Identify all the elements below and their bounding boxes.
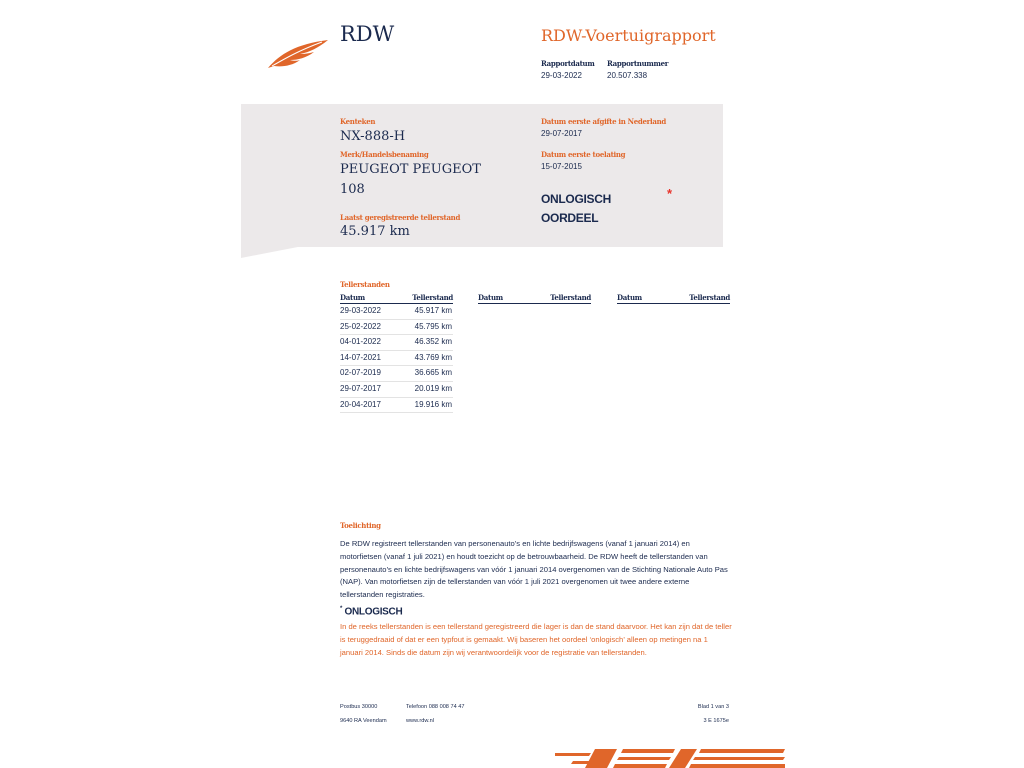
- row-date: 20-04-2017: [340, 399, 381, 409]
- row-km: 43.769 km: [414, 352, 452, 362]
- reading-header: Tellerstand: [550, 293, 591, 302]
- table-row: [340, 304, 453, 320]
- org-name: RDW: [340, 22, 395, 46]
- readings-column-2: [478, 293, 591, 304]
- row-date: 29-07-2017: [340, 383, 381, 393]
- readings-column-header: [340, 293, 453, 304]
- report-date: 29-03-2022: [541, 71, 582, 80]
- table-row: [340, 351, 453, 367]
- report-number: 20.507.338: [607, 71, 648, 80]
- first-nl-date: 29-07-2017: [541, 129, 582, 138]
- brand-line1: PEUGEOT PEUGEOT: [340, 162, 481, 177]
- date-header: Datum: [478, 293, 503, 302]
- note-star: *: [340, 606, 343, 612]
- report-number-label: Rapportnummer: [607, 59, 669, 68]
- panel-notch: [241, 246, 303, 258]
- footer-address-line1: Postbus 30000: [340, 704, 378, 710]
- report-title: RDW-Voertuigrapport: [541, 26, 716, 45]
- verdict-star: *: [667, 186, 673, 201]
- note-title: ONLOGISCH: [344, 606, 403, 618]
- row-date: 04-01-2022: [340, 337, 381, 347]
- table-row: [340, 382, 453, 398]
- plate-value: NX-888-H: [340, 129, 406, 144]
- first-admission-label: Datum eerste toelating: [541, 150, 626, 159]
- verdict-line2: OORDEEL: [541, 211, 599, 225]
- row-km: 20.019 km: [414, 383, 452, 393]
- date-header: Datum: [617, 293, 642, 302]
- footer-page: Blad 1 van 3: [697, 704, 729, 710]
- first-nl-label: Datum eerste afgifte in Nederland: [541, 117, 667, 126]
- explanation-title: Toelichting: [340, 521, 381, 530]
- readings-column-3: [617, 293, 730, 304]
- plate-label: Kenteken: [340, 117, 376, 126]
- note-heading: [340, 606, 402, 617]
- footer-phone: Telefoon 088 008 74 47: [406, 704, 465, 710]
- row-date: 14-07-2021: [340, 352, 381, 362]
- footer-stripes-icon: [555, 745, 785, 768]
- note-body: In de reeks tellerstanden is een tellerstand geregistreerd die lager is dan de stand daarvoor. Het kan zijn dat de teller is teruggedraaid of dat er een typfout is gemaakt. Wij baseren het oordeel ‘onlogisch’ alleen op metingen na 1 januari 2014. Sinds die datum zijn wij verantwoordelijk voor de registratie van tellerstanden.: [340, 622, 732, 657]
- readings-column-header: [478, 293, 591, 304]
- row-km: 46.352 km: [414, 337, 452, 347]
- verdict: [541, 190, 661, 228]
- brand-label: Merk/Handelsbenaming: [340, 150, 429, 159]
- brand-line2: 108: [340, 182, 365, 197]
- table-row: [340, 335, 453, 351]
- row-date: 29-03-2022: [340, 306, 381, 315]
- table-row: [340, 366, 453, 382]
- footer-address-line2: 9640 RA Veendam: [340, 718, 387, 724]
- readings-column-1: [340, 293, 453, 413]
- footer-code: 3 E 1675e: [703, 718, 729, 724]
- odometer-value: 45.917 km: [340, 224, 410, 239]
- report-date-label: Rapportdatum: [541, 59, 595, 68]
- table-row: [340, 398, 453, 414]
- reading-header: Tellerstand: [689, 293, 730, 302]
- readings-column-header: [617, 293, 730, 304]
- row-date: 02-07-2019: [340, 368, 381, 378]
- odometer-label: Laatst geregistreerde tellerstand: [340, 213, 461, 222]
- row-km: 45.917 km: [414, 306, 452, 315]
- first-admission-date: 15-07-2015: [541, 162, 582, 171]
- row-km: 36.665 km: [414, 368, 452, 378]
- row-km: 19.916 km: [414, 399, 452, 409]
- rdw-logo-icon: [266, 36, 330, 70]
- explanation-body: De RDW registreert tellerstanden van personenauto’s en lichte bedrijfswagens (vanaf 1 januari 2014) en motorfietsen (vanaf 1 juli 2021) en houdt toezicht op de betrouwbaarheid. De RDW heeft de tellerstanden van personenauto’s en lichte bedrijfswagens van vóór 1 januari 2014 overgenomen van de Stichting Nationale Auto Pas (NAP). Van motorfietsen zijn de tellerstanden van vóór 1 juli 2021 overgenomen uit twee andere externe tellerstanden registraties.: [340, 539, 728, 600]
- row-date: 25-02-2022: [340, 321, 381, 331]
- verdict-line1: ONLOGISCH: [541, 192, 611, 206]
- readings-title: Tellerstanden: [340, 280, 390, 289]
- reading-header: Tellerstand: [412, 293, 453, 302]
- date-header: Datum: [340, 293, 365, 302]
- footer-website[interactable]: www.rdw.nl: [406, 718, 434, 724]
- row-km: 45.795 km: [414, 321, 452, 331]
- table-row: [340, 320, 453, 336]
